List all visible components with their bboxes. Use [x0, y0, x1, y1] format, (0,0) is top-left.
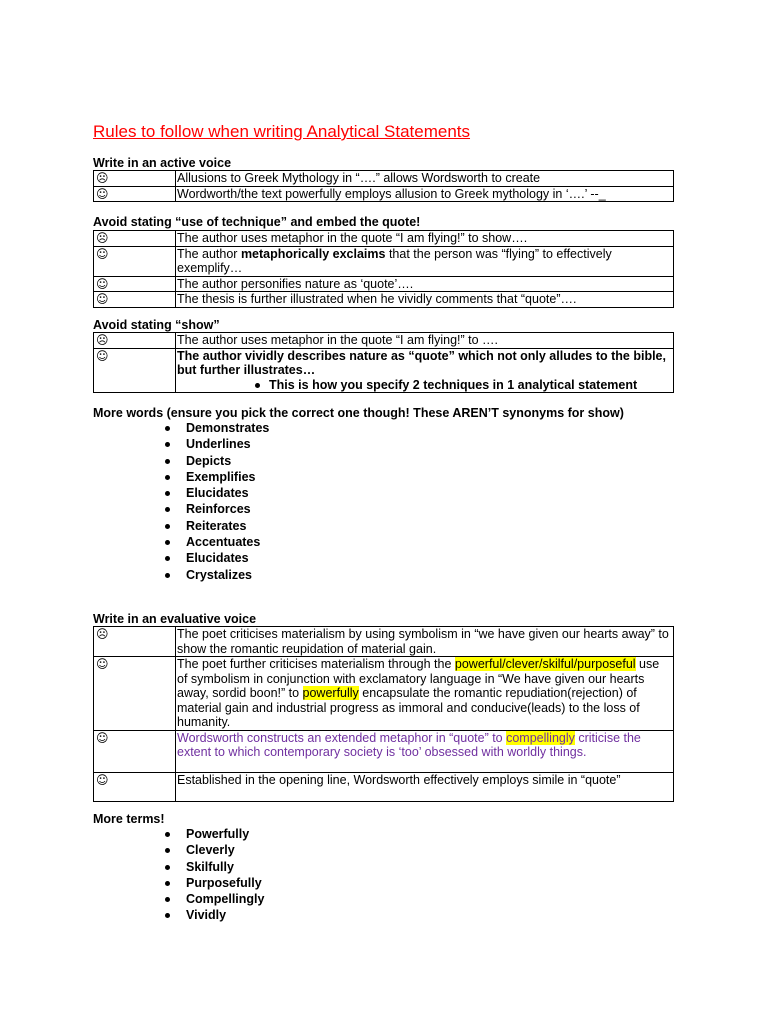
list-item-text: Elucidates: [186, 486, 249, 501]
list-item: [163, 436, 269, 452]
list-item-text: Compellingly: [186, 892, 265, 907]
happy-face-icon: ☺: [96, 276, 109, 291]
list-item-text: Reiterates: [186, 518, 247, 533]
sad-face-icon: ☹: [96, 333, 109, 347]
list-item-text: Cleverly: [186, 843, 235, 858]
list-item-text: Elucidates: [186, 551, 249, 566]
list-item-text: Underlines: [186, 437, 251, 452]
bullet-icon: [165, 848, 170, 853]
table-cell: Wordworth/the text powerfully employs allusion to Greek mythology in ‘….’ --_: [176, 186, 674, 202]
more-terms-list: [163, 826, 264, 924]
list-item-text: Demonstrates: [186, 421, 270, 435]
list-item: [163, 842, 264, 858]
list-item-text: Reinforces: [186, 502, 251, 517]
table-cell: [176, 246, 674, 276]
section-heading-avoid-technique: Avoid stating “use of technique” and embed the quote!: [93, 215, 421, 229]
list-item: [163, 875, 264, 891]
list-item: [163, 420, 269, 436]
table-row: [94, 333, 674, 349]
table-row: [94, 292, 674, 308]
bullet-icon: [165, 881, 170, 886]
table-cell: The author uses metaphor in the quote “I am flying!” to ….: [176, 333, 674, 349]
list-item-text: Vividly: [186, 908, 227, 923]
table-row: [94, 730, 674, 772]
section-heading-more-terms: More terms!: [93, 812, 165, 826]
bullet-icon: [165, 913, 170, 918]
cell-text: The author vividly describes nature as “quote” which not only alludes to the bible, but further illustrates…: [177, 348, 666, 377]
table-row: [94, 772, 674, 801]
table-row: [94, 276, 674, 292]
list-item-text: Purposefully: [186, 875, 262, 890]
sad-face-icon: ☹: [96, 231, 109, 245]
happy-face-icon: ☺: [96, 657, 109, 671]
list-item-text: Exemplifies: [186, 469, 256, 484]
cell-text: The author: [177, 246, 241, 261]
avoid-show-table: [93, 332, 674, 393]
section-heading-active-voice: Write in an active voice: [93, 156, 232, 170]
list-item: [163, 891, 264, 907]
list-item: [163, 469, 269, 485]
more-words-list: [163, 420, 269, 583]
table-cell: The poet criticises materialism by using symbolism in “we have given our hearts away” to show the romantic reupidation of material gain.: [176, 627, 674, 657]
happy-face-icon: ☺: [96, 730, 109, 745]
bullet-icon: [165, 832, 170, 837]
cell-text: Wordsworth constructs an extended metaphor in “quote” to: [177, 730, 507, 745]
list-item: [163, 907, 264, 923]
table-cell: Established in the opening line, Wordsworth effectively employs simile in “quote”: [176, 772, 674, 801]
bullet-icon: [165, 865, 170, 870]
list-item-text: Crystalizes: [186, 567, 253, 582]
table-cell: [176, 730, 674, 772]
table-row: [94, 348, 674, 393]
bullet-icon: [165, 475, 170, 480]
table-row: [94, 627, 674, 657]
section-heading-evaluative-voice: Write in an evaluative voice: [93, 612, 257, 626]
table-row: [94, 246, 674, 276]
table-row: [94, 657, 674, 731]
happy-face-icon: ☺: [96, 348, 109, 363]
table-cell: The thesis is further illustrated when he vividly comments that “quote”….: [176, 292, 674, 308]
list-item-text: Accentuates: [186, 535, 261, 550]
table-cell: [176, 348, 674, 393]
list-item: [163, 453, 269, 469]
list-item: [163, 534, 269, 550]
bullet-icon: [165, 556, 170, 561]
list-item: [163, 567, 269, 583]
happy-face-icon: ☺: [96, 246, 109, 261]
bullet-icon: [165, 897, 170, 902]
bullet-icon: [165, 426, 170, 431]
table-cell: Allusions to Greek Mythology in “….” allows Wordsworth to create: [176, 171, 674, 187]
bullet-icon: [165, 573, 170, 578]
table-cell: [176, 657, 674, 731]
section-heading-more-words: More words (ensure you pick the correct one though! These AREN’T synonyms for show): [93, 406, 624, 420]
inner-bullet-item: [177, 378, 671, 393]
avoid-technique-table: [93, 230, 674, 308]
list-item: [163, 518, 269, 534]
happy-face-icon: ☺: [96, 186, 109, 201]
happy-face-icon: ☺: [96, 292, 109, 306]
active-voice-table: [93, 170, 674, 202]
bold-phrase: metaphorically exclaims: [240, 246, 386, 261]
sad-face-icon: ☹: [96, 627, 109, 641]
table-row: [94, 231, 674, 247]
happy-face-icon: ☺: [96, 772, 109, 787]
list-item: [163, 501, 269, 517]
highlighted-phrase: compellingly: [506, 730, 575, 745]
cell-text: use of symbolism in conjunction with exclamatory language in “We have given our hearts away, sordid boon!” to: [177, 657, 660, 700]
bullet-icon: [165, 459, 170, 464]
list-item-text: Skilfully: [186, 859, 234, 874]
bullet-icon: [165, 442, 170, 447]
highlighted-phrase: powerful/clever/skilful/purposeful: [454, 657, 636, 671]
table-cell: The author personifies nature as ‘quote’….: [176, 276, 674, 292]
bullet-icon: [165, 524, 170, 529]
table-cell: The author uses metaphor in the quote “I am flying!” to show….: [176, 231, 674, 247]
page-title: Rules to follow when writing Analytical Statements: [93, 122, 471, 141]
section-heading-avoid-show: Avoid stating “show”: [93, 318, 220, 332]
bullet-icon: [165, 507, 170, 512]
table-row: [94, 171, 674, 187]
list-item: [163, 550, 269, 566]
highlighted-phrase: powerfully: [302, 686, 359, 700]
list-item: [163, 826, 264, 842]
cell-text: that the person was “flying” to effectively exemplify…: [177, 246, 612, 275]
bullet-text: This is how you specify 2 techniques in 1 analytical statement: [269, 377, 638, 392]
list-item: [163, 485, 269, 501]
bullet-icon: [165, 491, 170, 496]
bullet-icon: [255, 383, 260, 388]
bullet-icon: [165, 540, 170, 545]
cell-text: criticise the extent to which contemporary society is ‘too’ obsessed with worldly things.: [177, 730, 641, 759]
sad-face-icon: ☹: [96, 171, 109, 185]
list-item-text: Powerfully: [186, 827, 250, 841]
cell-text: encapsulate the romantic repudiation(rejection) of material gain and industrial progress as immoral and conducive(leads) to the loss of humanity.: [177, 686, 640, 729]
list-item: [163, 859, 264, 875]
list-item-text: Depicts: [186, 453, 232, 468]
evaluative-voice-table: [93, 626, 674, 802]
table-row: [94, 186, 674, 202]
cell-text: The poet further criticises materialism through the: [177, 657, 455, 671]
